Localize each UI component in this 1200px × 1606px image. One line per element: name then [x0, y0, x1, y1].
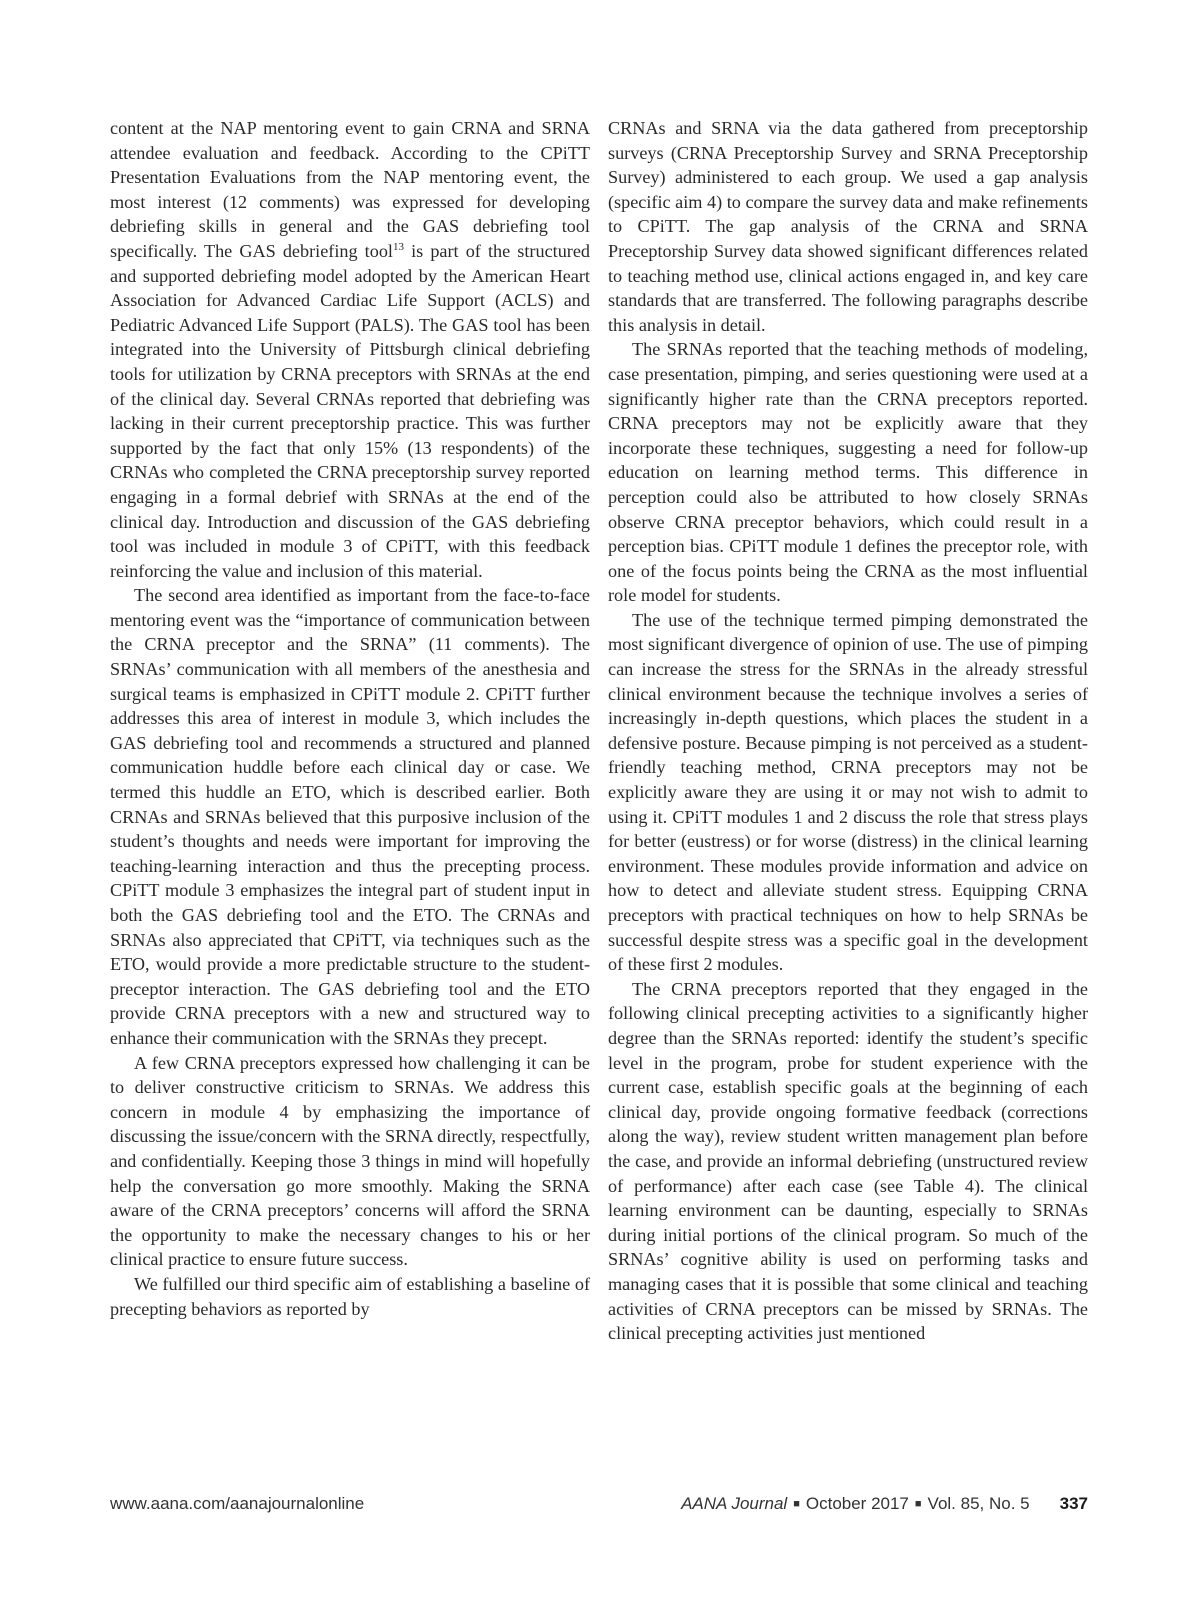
journal-name: AANA Journal	[681, 1494, 788, 1513]
left-paragraph-1: content at the NAP mentoring event to gain CRNA and SRNA attendee evaluation and feedback. According to the CPiTT Presentation Evaluations from the NAP mentoring event, the most interest (12 comments) was expressed for developing debriefing skills in general and the GAS debriefing tool specifically. The GAS debriefing tool$^{13}$ is part of the structured and supported debriefing model adopted by the American Heart Association for Advanced Cardiac Life Support (ACLS) and Pediatric Advanced Life Support (PALS). The GAS tool has been integrated into the University of Pittsburgh clinical debriefing tools for utilization by CRNA preceptors with SRNAs at the end of the clinical day. Several CRNAs reported that debriefing was lacking in their current preceptorship practice. This was further supported by the fact that only 15% (13 respondents) of the CRNAs who completed the CRNA preceptorship survey reported engaging in a formal debrief with SRNAs at the end of the clinical day. Introduction and discussion of the GAS debriefing tool was included in module 3 of CPiTT, with this feedback reinforcing the value and inclusion of this material.	[110, 118, 591, 581]
right-paragraph-3: The use of the technique termed pimping demonstrated the most significant divergence of opinion of use. The use of pimping can increase the stress for the SRNAs in the already stressful clinical environment because the technique involves a series of increasingly in-depth questions, which places the student in a defensive posture. Because pimping is not perceived as a student-friendly teaching method, CRNA preceptors may not be explicitly aware they are using it or may not wish to admit to using it. CPiTT modules 1 and 2 discuss the role that stress plays for better (eustress) or for worse (distress) in the clinical learning environment. These modules provide information and advice on how to detect and alleviate student stress. Equipping CRNA preceptors with practical techniques on how to help SRNAs be successful despite stress was a specific goal in the development of these first 2 modules.	[608, 609, 1088, 975]
citation-superscript: 13	[392, 240, 404, 253]
journal-url-link[interactable]: www.aana.com/aanajournalonline	[110, 1494, 365, 1513]
separator-icon: ■	[793, 1498, 800, 1510]
right-column	[608, 116, 1088, 1346]
left-column	[110, 116, 590, 1321]
separator-icon: ■	[914, 1498, 922, 1510]
right-paragraph-4: The CRNA preceptors reported that they engaged in the following clinical precepting activities to a significantly higher degree than the SRNAs reported: identify the student’s specific level in the program, probe for student experience with the current case, establish specific goals at the beginning of each clinical day, provide ongoing formative feedback (corrections along the way), review student written management plan before the case, and provide an informal debriefing (unstructured review of performance) after each case (see Table 4). The clinical learning environment can be daunting, especially to SRNAs during initial portions of the clinical program. So much of the SRNAs’ cognitive ability is used on performing tasks and managing cases that it is possible that some clinical and teaching activities of CRNA preceptors can be missed by SRNAs. The clinical precepting activities just mentioned	[608, 978, 1088, 1344]
left-paragraph-4: We fulfilled our third specific aim of establishing a baseline of precepting behaviors as reported by	[110, 1273, 590, 1319]
journal-citation	[681, 1494, 1088, 1514]
issue-date: October 2017	[805, 1494, 909, 1513]
page-number: 337	[1059, 1494, 1088, 1513]
right-paragraph-1: CRNAs and SRNA via the data gathered from preceptorship surveys (CRNA Preceptorship Survey and SRNA Preceptorship Survey) administered to each group. We used a gap analysis (specific aim 4) to compare the survey data and make refinements to CPiTT. The gap analysis of the CRNA and SRNA Preceptorship Survey data showed significant differences related to teaching method use, clinical actions engaged in, and key care standards that are transferred. The following paragraphs describe this analysis in detail.	[608, 118, 1088, 335]
right-paragraph-2: The SRNAs reported that the teaching methods of modeling, case presentation, pimping, and series questioning were used at a significantly higher rate than the CRNA preceptors reported. CRNA preceptors may not be explicitly aware that they incorporate these techniques, suggesting a need for follow-up education on learning method terms. This difference in perception could also be attributed to how closely SRNAs observe CRNA preceptor behaviors, which could result in a perception bias. CPiTT module 1 defines the preceptor role, with one of the focus points being the CRNA as the most influential role model for students.	[608, 339, 1088, 606]
left-paragraph-2: The second area identified as important from the face-to-face mentoring event was the “importance of communication between the CRNA preceptor and the SRNA” (11 comments). The SRNAs’ communication with all members of the anesthesia and surgical teams is emphasized in CPiTT module 2. CPiTT further addresses this area of interest in module 3, which includes the GAS debriefing tool and recommends a structured and planned communication huddle before each clinical day or case. We termed this huddle an ETO, which is described earlier. Both CRNAs and SRNAs believed that this purposive inclusion of the student’s thoughts and needs were important for improving the teaching-learning interaction and thus the precepting process. CPiTT module 3 emphasizes the integral part of student input in both the GAS debriefing tool and the ETO. The CRNAs and SRNAs also appreciated that CPiTT, via techniques such as the ETO, would provide a more predictable structure to the student-preceptor interaction. The GAS debriefing tool and the ETO provide CRNA preceptors with a new and structured way to enhance their communication with the SRNAs they precept.	[110, 585, 590, 1048]
volume-issue: Vol. 85, No. 5	[927, 1494, 1030, 1513]
left-paragraph-3: A few CRNA preceptors expressed how challenging it can be to deliver constructive criticism to SRNAs. We address this concern in module 4 by emphasizing the importance of discussing the issue/concern with the SRNA directly, respectfully, and confidentially. Keeping those 3 things in mind will hopefully help the conversation go more smoothly. Making the SRNA aware of the CRNA preceptors’ concerns will afford the SRNA the opportunity to make the necessary changes to his or her clinical practice to ensure future success.	[110, 1052, 590, 1270]
